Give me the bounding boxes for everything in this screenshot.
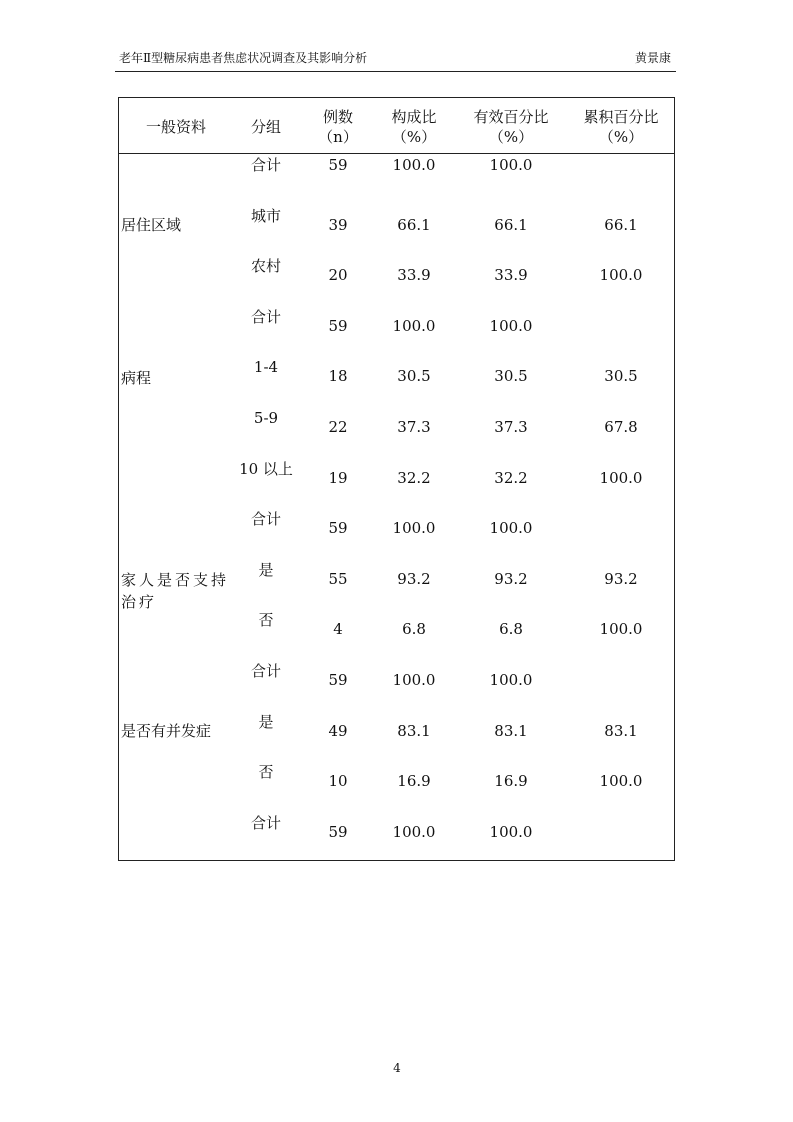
cell-valid-percent: 100.0	[489, 156, 533, 174]
col-header-valid-percent: 有效百分比 （%）	[473, 108, 549, 146]
col-header-cumulative-percent: 累积百分比 （%）	[583, 108, 659, 146]
cell-count: 18	[328, 367, 348, 385]
data-table	[118, 97, 675, 861]
cell-composition: 100.0	[392, 823, 436, 841]
cell-composition: 66.1	[397, 216, 431, 234]
cell-group: 城市	[250, 207, 282, 225]
cell-composition: 16.9	[397, 772, 431, 790]
cell-valid-percent: 100.0	[489, 317, 533, 335]
cell-valid-percent: 100.0	[489, 519, 533, 537]
cell-cumulative-percent: 83.1	[604, 722, 638, 740]
cell-count: 59	[328, 823, 348, 841]
cell-composition: 100.0	[392, 156, 436, 174]
cell-group: 1-4	[253, 358, 279, 376]
cell-cumulative-percent: 100.0	[599, 469, 643, 487]
col-header-composition: 构成比 （%）	[391, 108, 437, 146]
cell-composition: 32.2	[397, 469, 431, 487]
page-number: 4	[393, 1061, 401, 1075]
category-family-support: 家人是否支持治疗	[121, 571, 230, 611]
cell-valid-percent: 6.8	[499, 620, 523, 638]
cell-count: 39	[328, 216, 348, 234]
col-header-general-info: 一般资料	[145, 118, 207, 136]
category-disease-course: 病程	[121, 369, 152, 387]
category-residence: 居住区域	[121, 216, 182, 234]
cell-composition: 37.3	[397, 418, 431, 436]
cell-composition: 100.0	[392, 317, 436, 335]
cell-composition: 93.2	[397, 570, 431, 588]
cell-composition: 33.9	[397, 266, 431, 284]
cell-group: 否	[258, 611, 274, 629]
cell-group: 5-9	[253, 409, 279, 427]
cell-group: 否	[258, 763, 274, 781]
running-header-author: 黄景康	[635, 51, 672, 65]
cell-valid-percent: 37.3	[494, 418, 528, 436]
cell-valid-percent: 33.9	[494, 266, 528, 284]
cell-valid-percent: 30.5	[494, 367, 528, 385]
col-header-count: 例数 （n）	[318, 108, 358, 146]
col-header-group: 分组	[250, 118, 282, 136]
cell-count: 20	[328, 266, 348, 284]
cell-composition: 100.0	[392, 671, 436, 689]
cell-valid-percent: 32.2	[494, 469, 528, 487]
cell-cumulative-percent: 67.8	[604, 418, 638, 436]
cell-count: 59	[328, 519, 348, 537]
cell-group: 合计	[250, 308, 282, 326]
cell-composition: 6.8	[402, 620, 426, 638]
cell-count: 59	[328, 317, 348, 335]
cell-cumulative-percent: 100.0	[599, 772, 643, 790]
header-rule	[115, 71, 676, 72]
cell-composition: 30.5	[397, 367, 431, 385]
running-header-title: 老年Ⅱ型糖尿病患者焦虑状况调查及其影响分析	[119, 51, 368, 65]
cell-valid-percent: 83.1	[494, 722, 528, 740]
cell-group: 合计	[250, 662, 282, 680]
cell-count: 59	[328, 156, 348, 174]
cell-count: 49	[328, 722, 348, 740]
cell-count: 59	[328, 671, 348, 689]
cell-cumulative-percent: 30.5	[604, 367, 638, 385]
cell-valid-percent: 93.2	[494, 570, 528, 588]
cell-group: 合计	[250, 510, 282, 528]
cell-valid-percent: 100.0	[489, 823, 533, 841]
cell-cumulative-percent: 100.0	[599, 620, 643, 638]
cell-group: 农村	[250, 257, 282, 275]
cell-valid-percent: 66.1	[494, 216, 528, 234]
cell-count: 4	[333, 620, 343, 638]
cell-group: 是	[258, 713, 274, 731]
cell-group: 是	[258, 561, 274, 579]
cell-cumulative-percent: 100.0	[599, 266, 643, 284]
cell-valid-percent: 16.9	[494, 772, 528, 790]
cell-composition: 100.0	[392, 519, 436, 537]
cell-count: 19	[328, 469, 348, 487]
cell-group: 合计	[250, 814, 282, 832]
cell-valid-percent: 100.0	[489, 671, 533, 689]
cell-count: 10	[328, 772, 348, 790]
cell-composition: 83.1	[397, 722, 431, 740]
cell-cumulative-percent: 66.1	[604, 216, 638, 234]
cell-cumulative-percent: 93.2	[604, 570, 638, 588]
cell-count: 22	[328, 418, 348, 436]
header-divider	[119, 153, 674, 154]
cell-group: 合计	[250, 156, 282, 174]
cell-group: 10 以上	[239, 460, 293, 478]
cell-count: 55	[328, 570, 348, 588]
category-complications: 是否有并发症	[121, 722, 212, 740]
